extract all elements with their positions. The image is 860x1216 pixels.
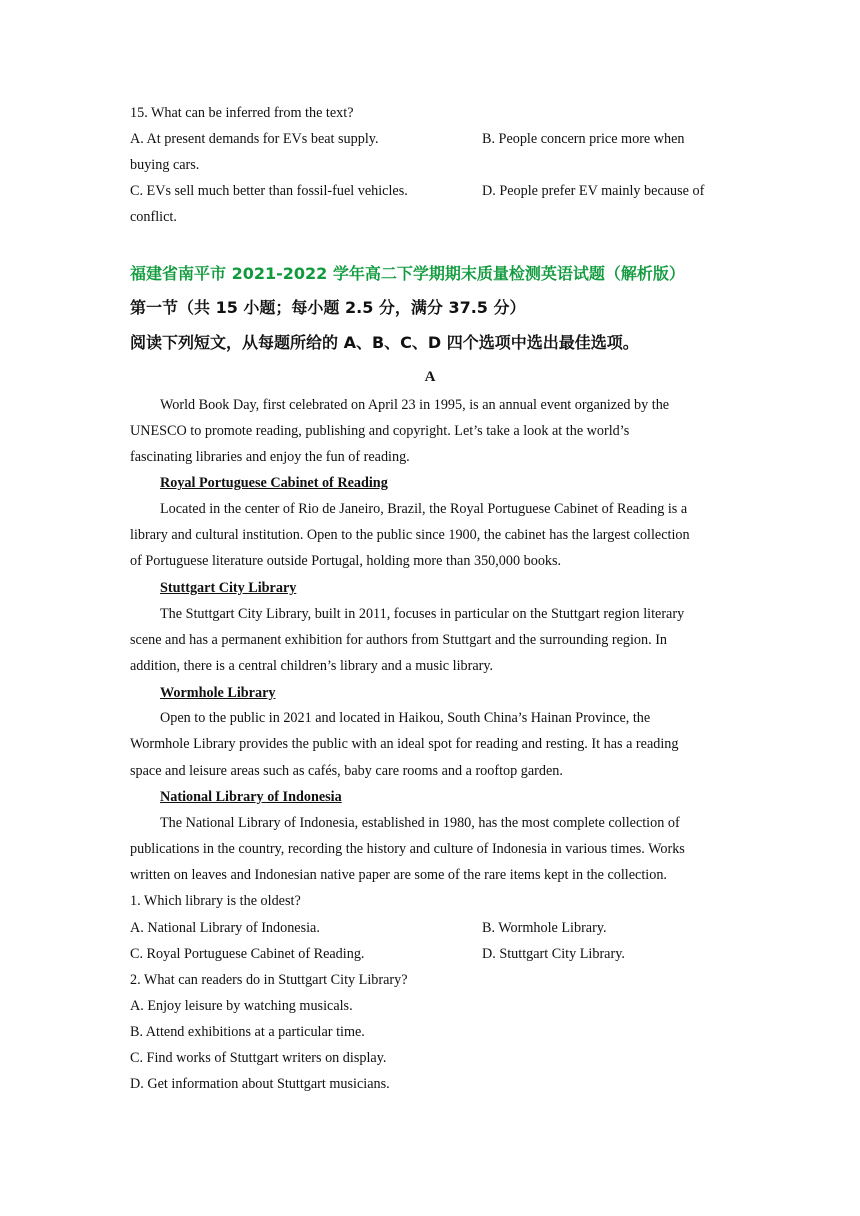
q1-option-a: A. National Library of Indonesia. [130,920,320,936]
q2-option-b: B. Attend exhibitions at a particular time. [130,1024,365,1040]
q1-option-c: C. Royal Portuguese Cabinet of Reading. [130,946,365,962]
q2-option-a: A. Enjoy leisure by watching musicals. [130,998,353,1014]
intro-line-3: fascinating libraries and enjoy the fun of reading. [130,449,410,465]
library-text-line: library and cultural institution. Open to the public since 1900, the cabinet has the largest collection [130,527,690,543]
q15-option-b: B. People concern price more when [482,131,685,147]
q15-option-d: D. People prefer EV mainly because of [482,183,705,199]
library-heading: Stuttgart City Library [160,580,297,596]
question-15: 15. What can be inferred from the text? [130,105,354,121]
library-text-line: Wormhole Library provides the public with an ideal spot for reading and resting. It has a reading [130,736,679,752]
q2-option-d: D. Get information about Stuttgart musicians. [130,1076,390,1092]
question-2: 2. What can readers do in Stuttgart City Library? [130,972,408,988]
library-text-line: addition, there is a central children’s library and a music library. [130,658,494,674]
exam-title: 福建省南平市 2021-2022 学年高二下学期期末质量检测英语试题（解析版） [130,264,685,283]
q15-option-a: A. At present demands for EVs beat supply. [130,131,379,147]
library-text-line: The National Library of Indonesia, established in 1980, has the most complete collection of [160,815,680,831]
instruction: 阅读下列短文，从每题所给的 A、B、C、D 四个选项中选出最佳选项。 [130,333,639,352]
library-heading: Royal Portuguese Cabinet of Reading [160,475,388,491]
library-text-line: scene and has a permanent exhibition for authors from Stuttgart and the surrounding region. In [130,632,668,648]
library-text-line: publications in the country, recording the history and culture of Indonesia in various times. Works [130,841,685,857]
library-text-line: Open to the public in 2021 and located in Haikou, South China’s Hainan Province, the [160,710,651,726]
library-text-line: of Portuguese literature outside Portugal, holding more than 350,000 books. [130,553,562,569]
library-heading: National Library of Indonesia [160,789,342,805]
passage-letter: A [424,369,436,385]
intro-line-1: World Book Day, first celebrated on April 23 in 1995, is an annual event organized by the [160,397,670,413]
intro-line-2: UNESCO to promote reading, publishing and copyright. Let’s take a look at the world’s [130,423,630,439]
section-title: 第一节（共 15 小题；每小题 2.5 分，满分 37.5 分） [130,298,526,317]
q2-option-c: C. Find works of Stuttgart writers on display. [130,1050,387,1066]
library-text-line: space and leisure areas such as cafés, baby care rooms and a rooftop garden. [130,763,563,779]
q15-option-c: C. EVs sell much better than fossil-fuel vehicles. [130,183,408,199]
library-text-line: Located in the center of Rio de Janeiro, Brazil, the Royal Portuguese Cabinet of Reading is a [160,501,688,517]
q15-option-d-cont: conflict. [130,209,177,225]
q1-option-b: B. Wormhole Library. [482,920,607,936]
library-text-line: The Stuttgart City Library, built in 2011, focuses in particular on the Stuttgart region literary [160,606,685,622]
library-text-line: written on leaves and Indonesian native paper are some of the rare items kept in the collection. [130,867,667,883]
q1-option-d: D. Stuttgart City Library. [482,946,625,962]
question-1: 1. Which library is the oldest? [130,893,301,909]
library-heading: Wormhole Library [160,685,276,701]
q15-option-b-cont: buying cars. [130,157,200,173]
